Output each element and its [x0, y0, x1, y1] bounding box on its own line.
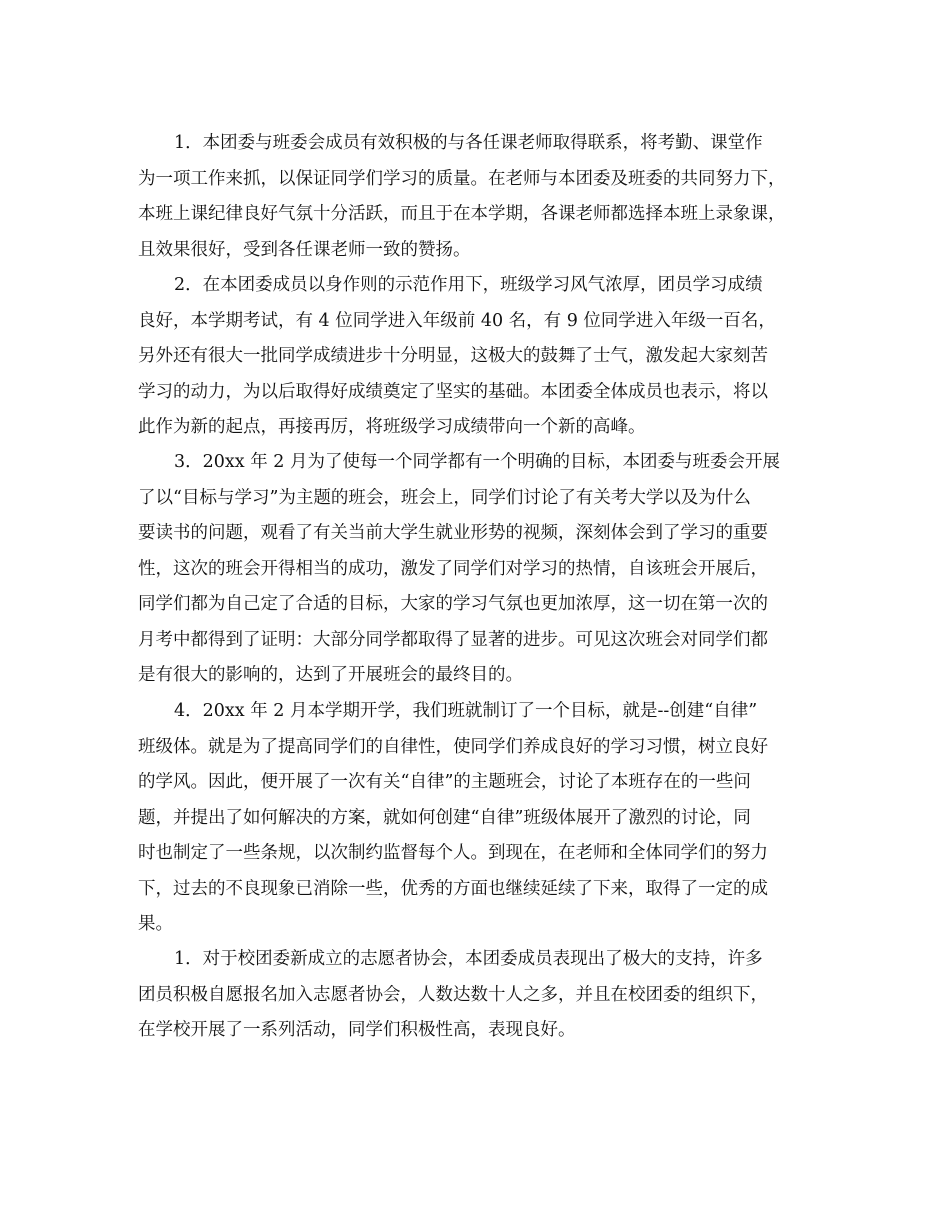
text-line: 要读书的问题，观看了有关当前大学生就业形势的视频，深刻体会到了学习的重要: [138, 523, 768, 543]
text-line: 且效果很好，受到各任课老师一致的赞扬。: [138, 239, 471, 260]
text-line: 月考中都得到了证明：大部分同学都取得了显著的进步。可见这次班会对同学们都: [138, 629, 768, 650]
text-line: 此作为新的起点，再接再厉，将班级学习成绩带向一个新的高峰。: [138, 417, 646, 437]
paragraph-4: [138, 694, 828, 943]
text-line: 同学们都为自己定了合适的目标，大家的学习气氛也更加浓厚，这一切在第一次的: [138, 594, 768, 614]
text-line: 2．在本团委成员以身作则的示范作用下，班级学习风气浓厚，团员学习成绩: [174, 275, 763, 295]
text-line: 是有很大的影响的，达到了开展班会的最终目的。: [138, 665, 523, 685]
text-line: 良好，本学期考试，有 4 位同学进入年级前 40 名，有 9 位同学进入年级一百名，: [138, 310, 776, 331]
paragraph-3: [138, 445, 828, 694]
text-line: 果。: [138, 914, 173, 934]
text-line: 为一项工作来抓，以保证同学们学习的质量。在老师与本团委及班委的共同努力下，: [138, 168, 786, 189]
text-line: 学习的动力，为以后取得好成绩奠定了坚实的基础。本团委全体成员也表示，将以: [138, 381, 768, 402]
paragraph-5: [138, 942, 828, 1049]
text-line: 1．对于校团委新成立的志愿者协会，本团委成员表现出了极大的支持，许多: [174, 949, 763, 969]
text-line: 3．20xx 年 2 月为了使每一个同学都有一个明确的目标，本团委与班委会开展: [174, 452, 780, 472]
text-line: 时也制定了一些条规，以次制约监督每个人。到现在，在老师和全体同学们的努力: [138, 843, 768, 863]
paragraph-2: [138, 268, 828, 446]
text-line: 题，并提出了如何解决的方案，就如何创建“自律”班级体展开了激烈的讨论，同: [138, 807, 751, 828]
text-line: 在学校开展了一系列活动，同学们积极性高，表现良好。: [138, 1020, 576, 1040]
text-line: 4．20xx 年 2 月本学期开学，我们班就制订了一个目标，就是--创建“自律”: [174, 701, 758, 721]
text-line: 性，这次的班会开得相当的成功，激发了同学们对学习的热情，自该班会开展后，: [138, 558, 768, 579]
text-line: 了以“目标与学习”为主题的班会，班会上，同学们讨论了有关考大学以及为什么: [138, 487, 751, 508]
text-line: 下，过去的不良现象已消除一些，优秀的方面也继续延续了下来，取得了一定的成: [138, 878, 768, 899]
text-line: 1．本团委与班委会成员有效积极的与各任课老师取得联系，将考勤、课堂作: [174, 133, 763, 153]
text-line: 另外还有很大一批同学成绩进步十分明显，这极大的鼓舞了士气，激发起大家刻苦: [138, 346, 768, 366]
text-line: 本班上课纪律良好气氛十分活跃，而且于在本学期，各课老师都选择本班上录象课，: [138, 204, 786, 224]
text-line: 班级体。就是为了提高同学们的自律性，使同学们养成良好的学习习惯，树立良好: [138, 736, 768, 757]
text-line: 的学风。因此，便开展了一次有关“自律”的主题班会，讨论了本班存在的一些问: [138, 772, 751, 792]
text-line: 团员积极自愿报名加入志愿者协会，人数达数十人之多，并且在校团委的组织下，: [138, 984, 768, 1005]
paragraph-1: [138, 126, 828, 268]
